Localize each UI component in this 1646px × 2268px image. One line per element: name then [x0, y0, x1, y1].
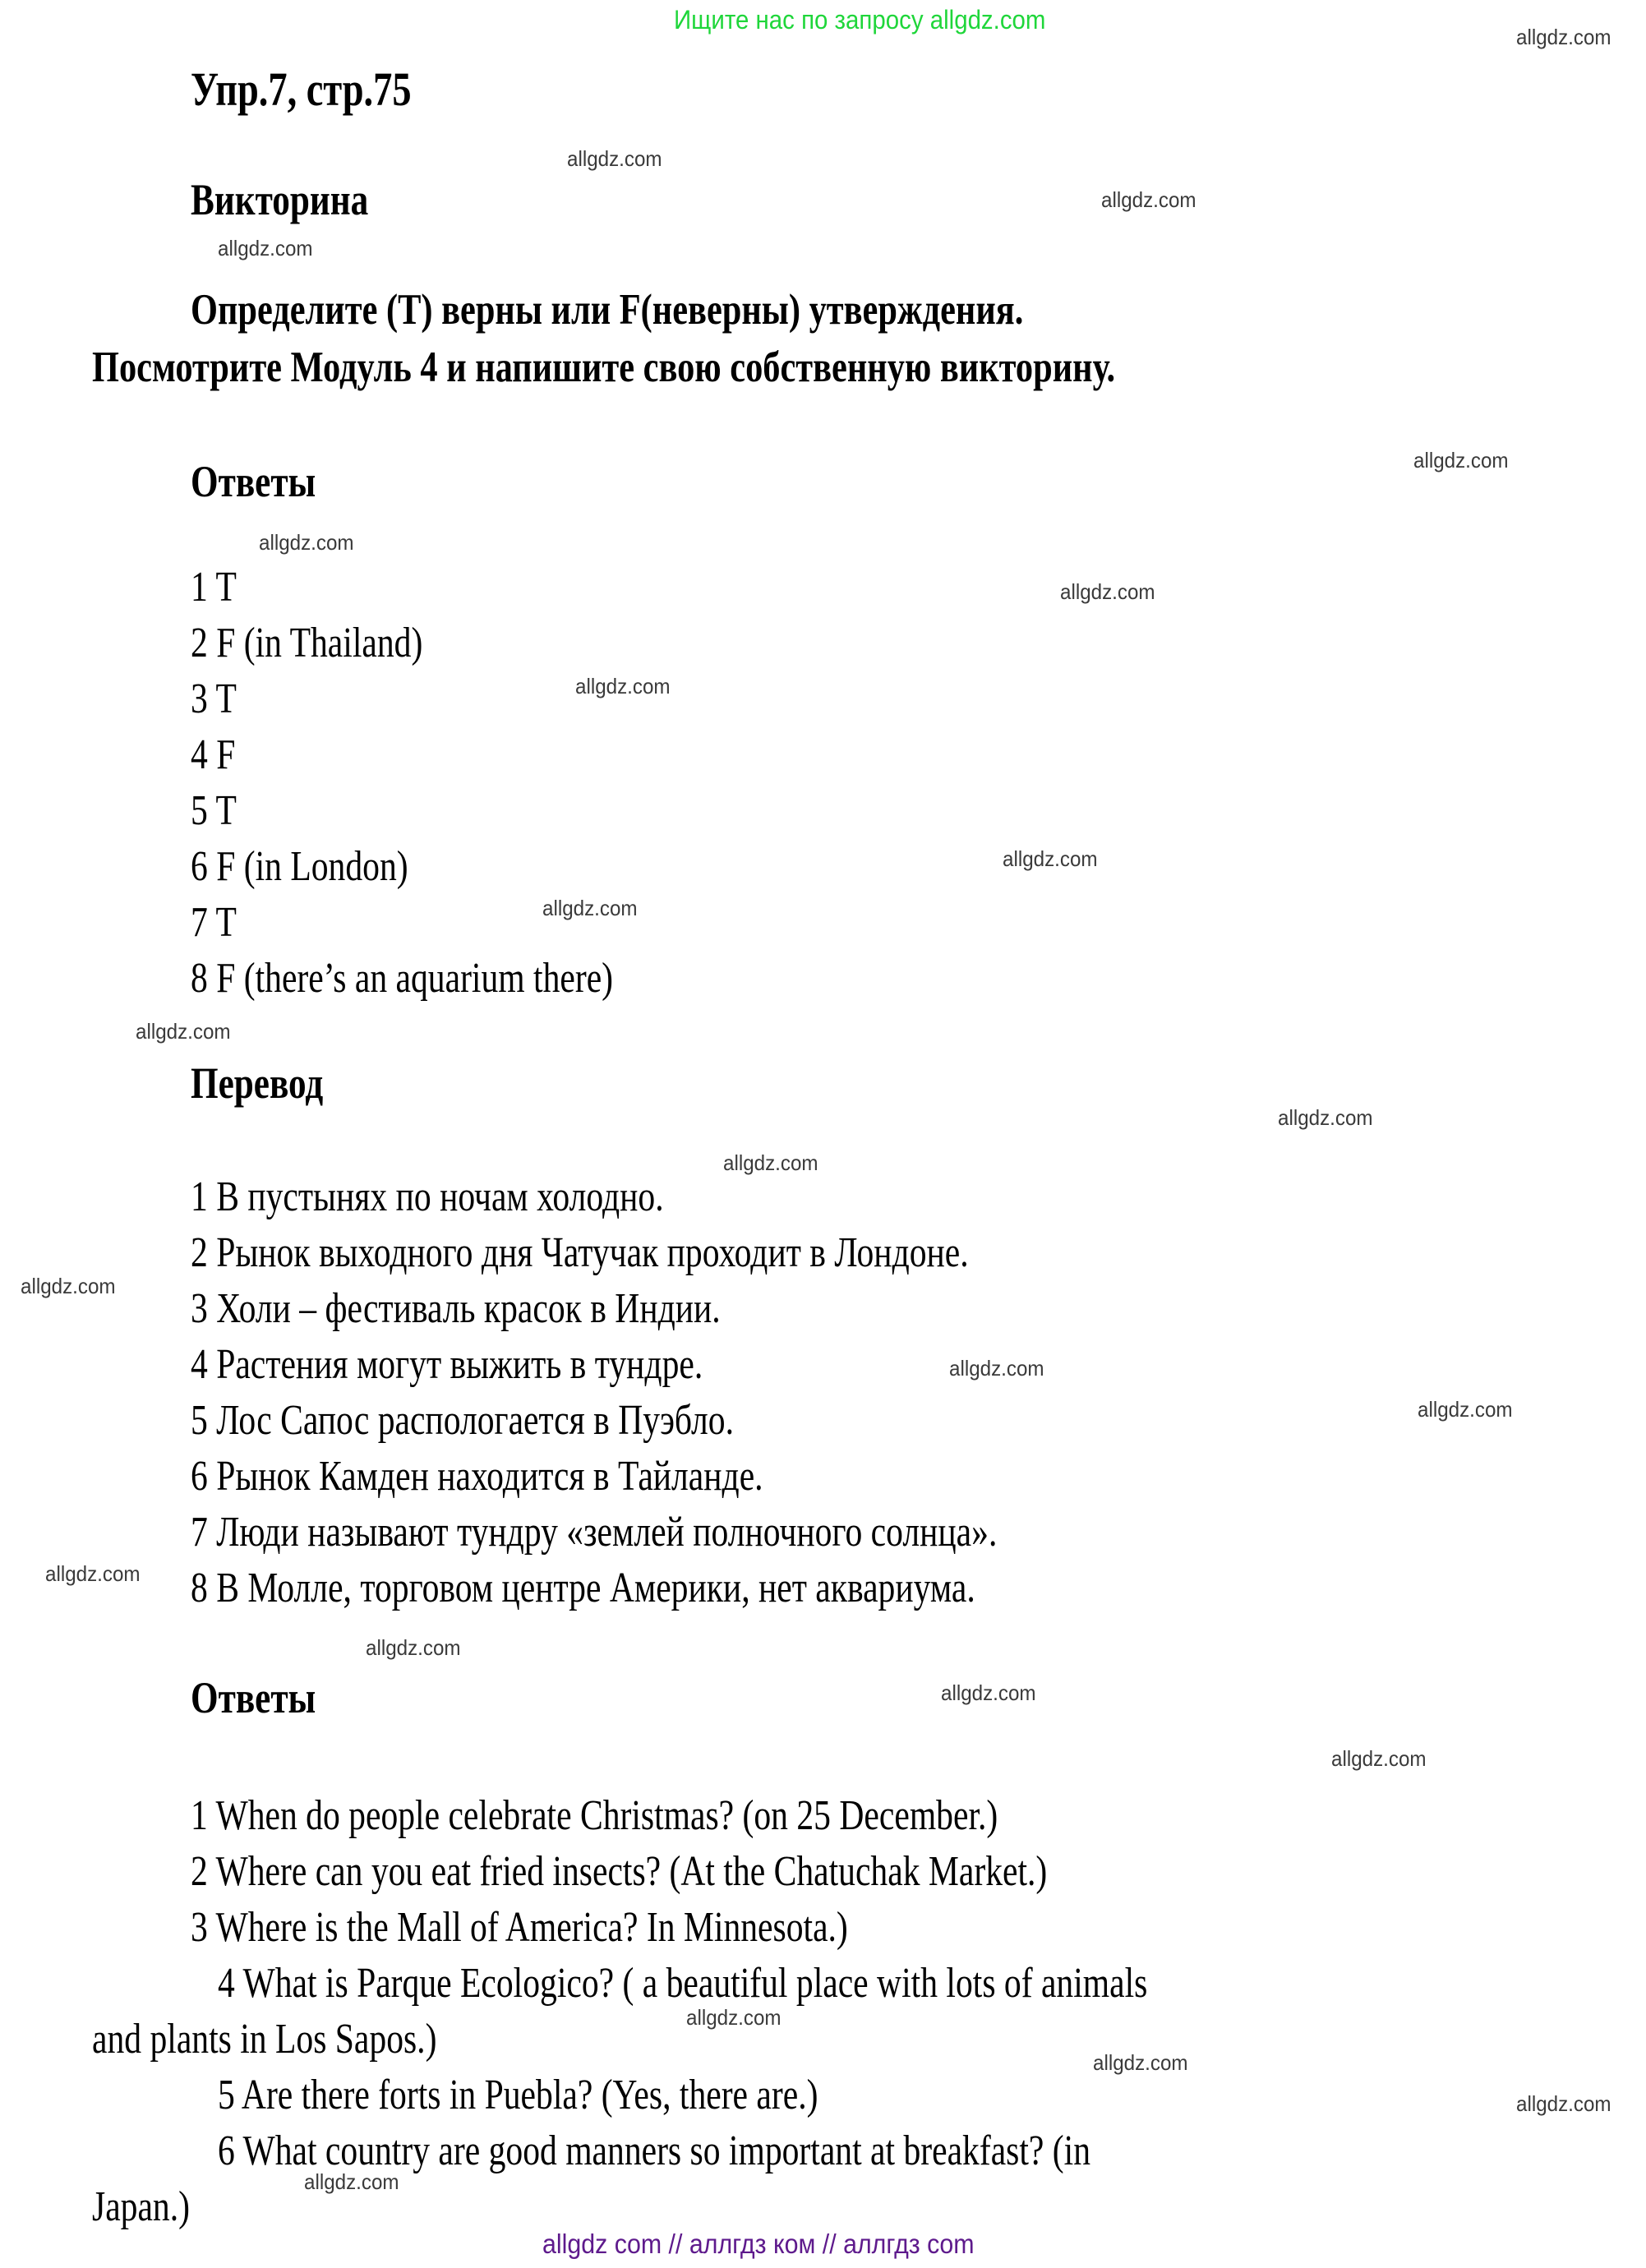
- answer-tf-3: 3 T: [191, 675, 237, 722]
- answer-tf-1: 1 T: [191, 564, 237, 611]
- task-line-1: Определите (Т) верны или F(неверны) утверждения.: [191, 286, 1024, 334]
- watermark-tile: allgdz.com: [1278, 1105, 1373, 1130]
- translation-line-6: 6 Рынок Камден находится в Тайланде.: [191, 1453, 763, 1500]
- translation-line-8: 8 В Молле, торговом центре Америки, нет аквариума.: [191, 1565, 975, 1611]
- translation-line-1: 1 В пустынях по ночам холодно.: [191, 1173, 664, 1220]
- watermark-tile: allgdz.com: [304, 2169, 399, 2194]
- answer-en-4-line-1: 4 What is Parque Ecologico? ( a beautiful place with lots of animals: [218, 1960, 1148, 2007]
- answers-heading-questions: Ответы: [191, 1673, 316, 1722]
- answer-en-6-line-2: Japan.): [92, 2183, 190, 2230]
- watermark-tile: allgdz.com: [1331, 1746, 1427, 1771]
- watermark-tile: allgdz.com: [1093, 2050, 1188, 2075]
- translation-line-2: 2 Рынок выходного дня Чатучак проходит в Лондоне.: [191, 1229, 969, 1276]
- answer-tf-7: 7 T: [191, 899, 237, 946]
- watermark-tile: allgdz.com: [1101, 187, 1196, 212]
- translation-line-5: 5 Лос Сапос распологается в Пуэбло.: [191, 1397, 735, 1444]
- quiz-heading: Викторина: [191, 175, 369, 224]
- answer-en-6-line-1: 6 What country are good manners so important at breakfast? (in: [218, 2127, 1090, 2174]
- watermark-tile: allgdz.com: [1003, 846, 1098, 871]
- watermark-tile: allgdz.com: [567, 146, 662, 171]
- footer-watermark: allgdz com // аллгдз ком // аллгдз com: [542, 2229, 975, 2259]
- watermark-tile: allgdz.com: [1418, 1397, 1513, 1422]
- watermark-tile: allgdz.com: [366, 1635, 461, 1660]
- watermark-tile: allgdz.com: [1516, 25, 1611, 49]
- translation-line-7: 7 Люди называют тундру «землей полночного солнца».: [191, 1509, 998, 1556]
- watermark-tile: allgdz.com: [21, 1274, 116, 1298]
- page-title: Упр.7, стр.75: [191, 62, 412, 116]
- watermark-tile: allgdz.com: [1060, 579, 1155, 604]
- answer-tf-5: 5 T: [191, 787, 237, 834]
- watermark-tile: allgdz.com: [218, 236, 313, 260]
- watermark-tile: allgdz.com: [723, 1150, 818, 1175]
- task-line-2: Посмотрите Модуль 4 и напишите свою собственную викторину.: [92, 343, 1116, 391]
- watermark-tile: allgdz.com: [542, 896, 638, 920]
- answers-heading-true-false: Ответы: [191, 457, 316, 506]
- translation-line-4: 4 Растения могут выжить в тундре.: [191, 1341, 703, 1388]
- answer-en-1: 1 When do people celebrate Christmas? (on 25 December.): [191, 1792, 998, 1839]
- watermark-tile: allgdz.com: [1516, 2091, 1611, 2116]
- answer-tf-4: 4 F: [191, 731, 236, 778]
- answer-tf-8: 8 F (there’s an aquarium there): [191, 955, 614, 1002]
- answer-en-4-line-2: and plants in Los Sapos.): [92, 2016, 437, 2063]
- watermark-tile: allgdz.com: [941, 1680, 1036, 1705]
- watermark-tile: allgdz.com: [1413, 448, 1509, 472]
- answer-en-5: 5 Are there forts in Puebla? (Yes, there are.): [218, 2072, 818, 2118]
- watermark-tile: allgdz.com: [686, 2005, 782, 2030]
- watermark-tile: allgdz.com: [136, 1019, 231, 1044]
- watermark-tile: allgdz.com: [949, 1356, 1044, 1381]
- answer-en-2: 2 Where can you eat fried insects? (At the Chatuchak Market.): [191, 1848, 1048, 1895]
- watermark-tile: allgdz.com: [259, 530, 354, 555]
- watermark-tile: allgdz.com: [45, 1561, 141, 1586]
- answer-en-3: 3 Where is the Mall of America? In Minnesota.): [191, 1904, 848, 1951]
- translation-heading: Перевод: [191, 1058, 324, 1108]
- answer-tf-2: 2 F (in Thailand): [191, 620, 423, 666]
- translation-line-3: 3 Холи – фестиваль красок в Индии.: [191, 1285, 721, 1332]
- top-banner-watermark: Ищите нас по запросу allgdz.com: [674, 5, 1046, 35]
- answer-tf-6: 6 F (in London): [191, 843, 408, 890]
- watermark-tile: allgdz.com: [575, 674, 671, 698]
